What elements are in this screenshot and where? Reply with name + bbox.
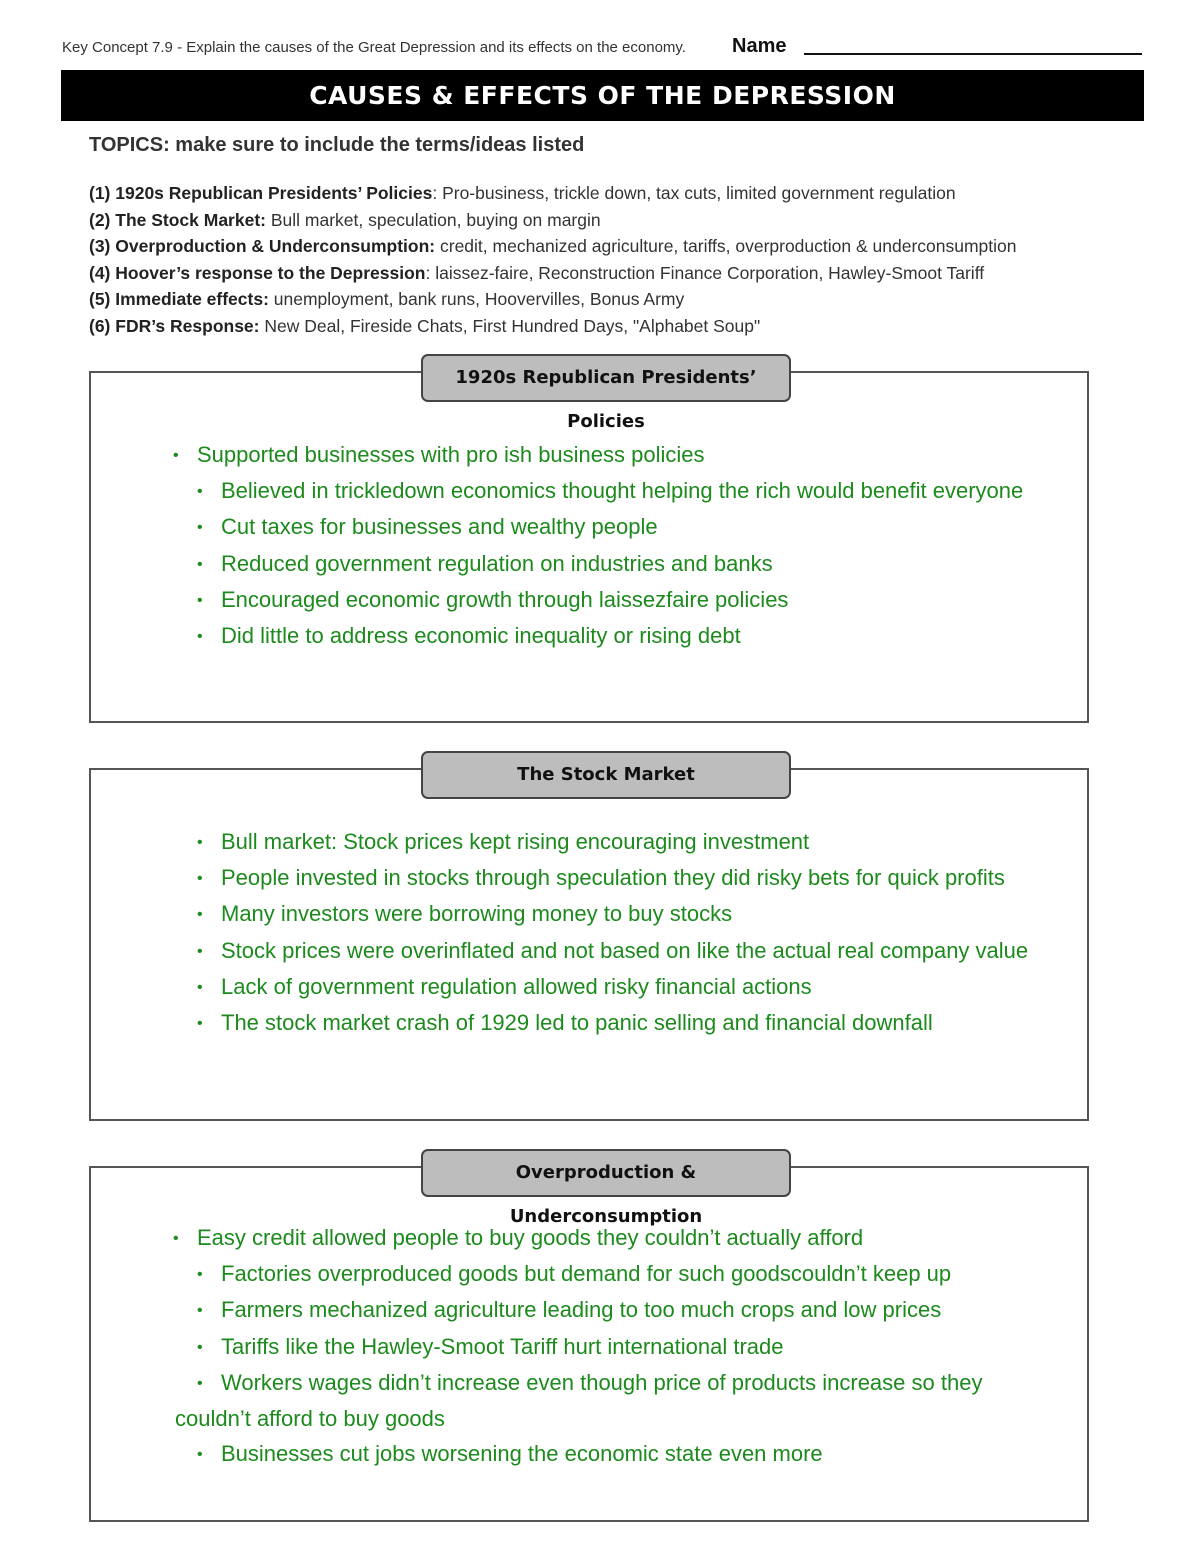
topic-label: (2) The Stock Market:: [89, 209, 266, 230]
answer-bullet: • Farmers mechanized agriculture leading to too much crops and low prices: [197, 1297, 942, 1323]
key-concept-text: Key Concept 7.9 - Explain the causes of the Great Depression and its effects on the economy.: [62, 39, 686, 56]
header-line: [62, 36, 1144, 60]
section-box-overproduction[interactable]: [89, 1162, 1089, 1522]
topic-label: (1) 1920s Republican Presidents’ Policies: [89, 183, 433, 203]
answer-bullet: • Workers wages didn’t increase even though price of products increase so they: [197, 1369, 983, 1395]
topic-text: : Pro-business, trickle down, tax cuts, limited government regulation: [432, 183, 956, 203]
topic-label: (6) FDR’s Response:: [89, 315, 260, 336]
answer-bullet: • Stock prices were overinflated and not based on like the actual real company value: [197, 937, 1029, 963]
topic-text: : laissez-faire, Reconstruction Finance Corporation, Hawley-Smoot Tariff: [425, 262, 985, 283]
topic-text: credit, mechanized agriculture, tariffs, overproduction & underconsumption: [435, 236, 1017, 256]
answer-bullet: • Factories overproduced goods but demand for such goodscouldn’t keep up: [197, 1261, 952, 1287]
answer-bullet: • Bull market: Stock prices kept rising encouraging investment: [197, 829, 810, 854]
topics-heading: TOPICS: make sure to include the terms/ideas listed: [89, 134, 585, 156]
topic-label: (3) Overproduction & Underconsumption:: [89, 236, 436, 256]
topic-item: [89, 313, 1017, 340]
name-label: Name: [732, 35, 787, 57]
topic-text: unemployment, bank runs, Hoovervilles, Bonus Army: [268, 289, 685, 309]
section-label: 1920s Republican Presidents’ Policies: [421, 354, 791, 402]
name-field[interactable]: [804, 53, 1142, 55]
topic-item: [89, 286, 1017, 313]
topics-list: [89, 180, 1017, 339]
answer-list: [91, 1220, 1087, 1472]
answer-bullet-continuation: couldn’t afford to buy goods: [175, 1406, 445, 1432]
answer-bullet: • Tariffs like the Hawley-Smoot Tariff hurt international trade: [197, 1333, 784, 1359]
topic-label: (4) Hoover’s response to the Depression: [89, 262, 426, 283]
topic-item: [89, 207, 1017, 234]
answer-bullet: • People invested in stocks through speculation they did risky bets for quick profits: [197, 865, 1005, 891]
section-box-stock-market[interactable]: [89, 764, 1089, 1121]
answer-list: [91, 437, 1087, 654]
answer-bullet: • Easy credit allowed people to buy goods they couldn’t actually afford: [173, 1225, 864, 1250]
page-title: CAUSES & EFFECTS OF THE DEPRESSION: [61, 70, 1144, 121]
answer-bullet: • The stock market crash of 1929 led to panic selling and financial downfall: [197, 1010, 933, 1036]
answer-bullet: • Did little to address economic inequality or rising debt: [197, 623, 741, 649]
answer-bullet: • Believed in trickledown economics thought helping the rich would benefit everyone: [197, 478, 1024, 504]
answer-bullet: • Encouraged economic growth through laissezfaire policies: [197, 586, 789, 612]
answer-list: [91, 824, 1087, 1041]
answer-bullet: • Cut taxes for businesses and wealthy people: [197, 514, 658, 540]
topic-item: [89, 233, 1017, 260]
answer-bullet: • Lack of government regulation allowed risky financial actions: [197, 973, 812, 999]
section-box-republican-policies[interactable]: [89, 367, 1089, 723]
answer-bullet: • Businesses cut jobs worsening the economic state even more: [197, 1441, 823, 1467]
answer-bullet: • Supported businesses with pro ish business policies: [173, 442, 705, 467]
section-label: Overproduction & Underconsumption: [421, 1149, 791, 1197]
answer-bullet: • Many investors were borrowing money to buy stocks: [197, 901, 733, 927]
topic-item: [89, 180, 1017, 207]
topic-label: (5) Immediate effects:: [89, 289, 269, 309]
topic-text: New Deal, Fireside Chats, First Hundred Days, "Alphabet Soup": [259, 315, 761, 336]
topic-text: Bull market, speculation, buying on margin: [265, 209, 601, 230]
topic-item: [89, 260, 1017, 287]
section-label: The Stock Market: [421, 751, 791, 799]
answer-bullet: • Reduced government regulation on industries and banks: [197, 550, 773, 576]
